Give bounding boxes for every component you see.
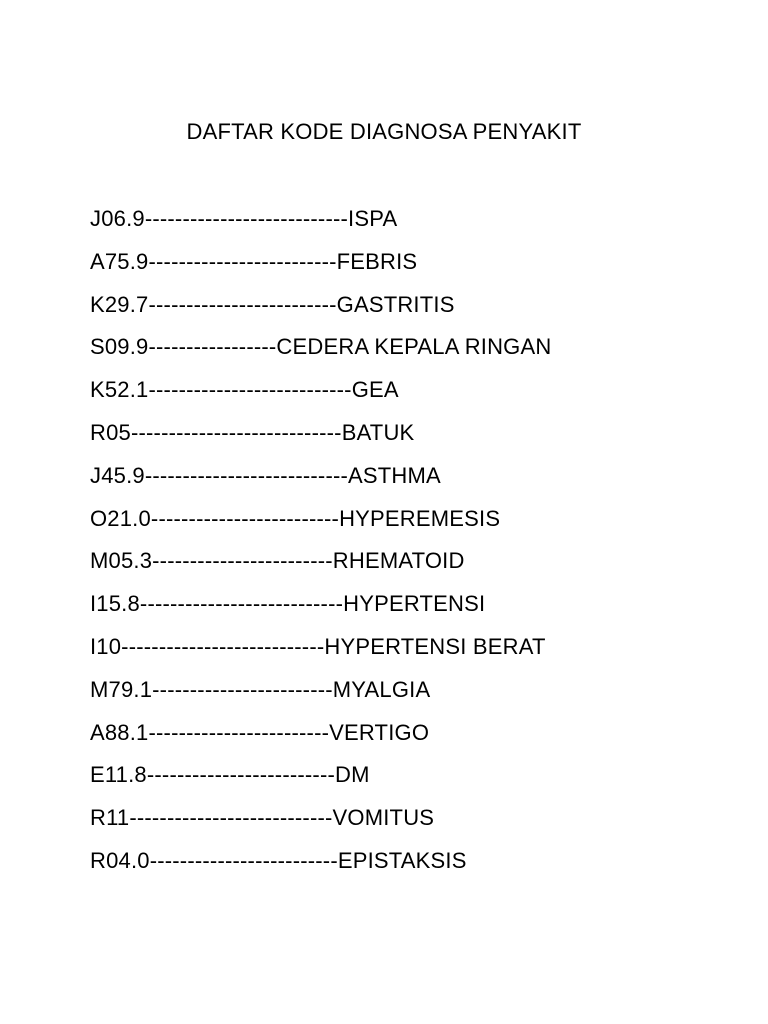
diagnosis-code-list	[90, 203, 750, 888]
diagnosis-entry: A75.9-------------------------FEBRIS	[90, 248, 418, 274]
diagnosis-entry: I15.8---------------------------HYPERTENSI	[90, 591, 486, 617]
diagnosis-entry: S09.9-----------------CEDERA KEPALA RINGAN	[90, 334, 552, 360]
diagnosis-entry: R05----------------------------BATUK	[90, 419, 415, 445]
diagnosis-entry: K29.7-------------------------GASTRITIS	[90, 291, 455, 317]
diagnosis-entry: R04.0-------------------------EPISTAKSIS	[90, 847, 467, 873]
diagnosis-entry: E11.8-------------------------DM	[90, 762, 370, 788]
diagnosis-entry: I10---------------------------HYPERTENSI BERAT	[90, 633, 546, 659]
diagnosis-entry: R11---------------------------VOMITUS	[90, 805, 435, 831]
diagnosis-entry: K52.1---------------------------GEA	[90, 377, 399, 403]
diagnosis-entry: A88.1------------------------VERTIGO	[90, 719, 430, 745]
page-title: DAFTAR KODE DIAGNOSA PENYAKIT	[186, 119, 582, 144]
diagnosis-entry: M79.1------------------------MYALGIA	[90, 676, 431, 702]
diagnosis-entry: O21.0-------------------------HYPEREMESIS	[90, 505, 501, 531]
diagnosis-entry: M05.3------------------------RHEMATOID	[90, 548, 465, 574]
diagnosis-entry: J45.9---------------------------ASTHMA	[90, 462, 441, 488]
diagnosis-entry: J06.9---------------------------ISPA	[90, 206, 398, 231]
